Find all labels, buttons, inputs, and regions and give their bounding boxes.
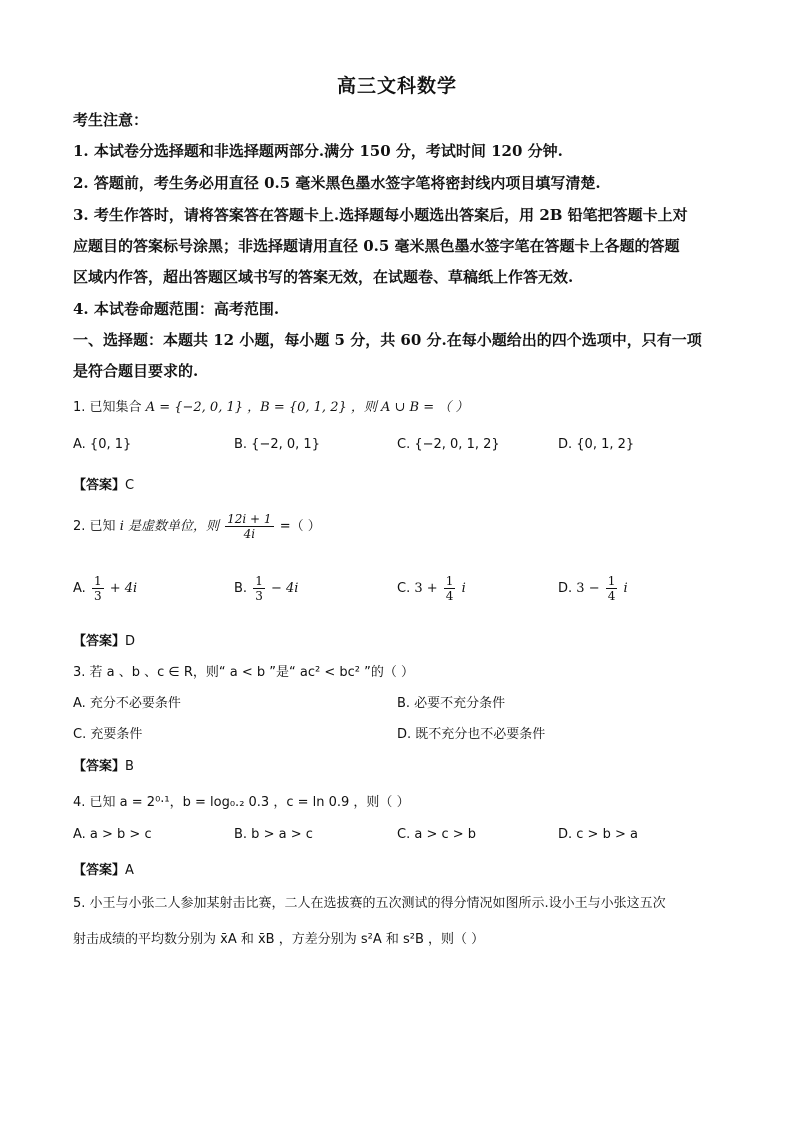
question-1-option-d: D. {0, 1, 2} — [558, 437, 635, 452]
question-3-option-a: A. 充分不必要条件 — [73, 696, 181, 711]
question-2-option-b: B. $\frac{1}{3}$ − 4i — [234, 574, 299, 603]
question-5-stem-cont: 射击成绩的平均数分别为 x̄A 和 x̄B ，方差分别为 s²A 和 s²B ，则（ ） — [73, 932, 485, 947]
question-2-option-c: C. 3 + $\frac{1}{4}$ i — [397, 574, 466, 603]
notice-item: 4. 本试卷命题范围：高考范围. — [73, 300, 280, 318]
question-2-fraction: $\frac{12i + 1}{4i}$ — [227, 512, 272, 541]
question-1-answer: 【答案】C — [73, 478, 135, 493]
question-1-option-c: C. {−2, 0, 1, 2} — [397, 437, 500, 452]
question-1-option-b: B. {−2, 0, 1} — [234, 437, 320, 452]
notice-item: 区域内作答，超出答题区域书写的答案无效，在试题卷、草稿纸上作答无效. — [73, 268, 574, 286]
question-2-option-d: D. 3 − $\frac{1}{4}$ i — [558, 574, 628, 603]
notice-item: 2. 答题前，考生务必用直径 0.5 毫米黑色墨水签字笔将密封线内项目填写清楚. — [73, 174, 601, 192]
notice-item: 1. 本试卷分选择题和非选择题两部分.满分 150 分，考试时间 120 分钟. — [73, 142, 563, 160]
question-4-answer: 【答案】A — [73, 863, 134, 878]
question-4-option-c: C. a > c > b — [397, 827, 477, 842]
question-3-option-d: D. 既不充分也不必要条件 — [397, 727, 546, 742]
section-heading-cont: 是符合题目要求的. — [73, 362, 199, 380]
notice-item: 3. 考生作答时，请将答案答在答题卡上.选择题每小题选出答案后，用 2B 铅笔把答题卡上对 — [73, 206, 688, 224]
question-3-stem: 3. 若 a 、b 、c ∈ R，则“ a < b ”是“ ac² < bc² ”的（ ） — [73, 665, 414, 680]
notice-heading: 考生注意： — [73, 111, 149, 129]
question-3-answer: 【答案】B — [73, 759, 134, 774]
question-2-stem: 2. 已知 i 是虚数单位，则 $\frac{12i + 1}{4i}$ =（ ） — [73, 512, 321, 541]
question-4-option-b: B. b > a > c — [234, 827, 313, 842]
question-4-option-a: A. a > b > c — [73, 827, 152, 842]
question-4-option-d: D. c > b > a — [558, 827, 638, 842]
section-heading: 一、选择题：本题共 12 小题，每小题 5 分，共 60 分.在每小题给出的四个选项中，只有一项 — [73, 331, 702, 349]
notice-item: 应题目的答案标号涂黑；非选择题请用直径 0.5 毫米黑色墨水签字笔在答题卡上各题的答题 — [73, 237, 680, 255]
question-4-stem: 4. 已知 a = 2⁰·¹，b = log₀.₂ 0.3 ，c = ln 0.9 ，则（ ） — [73, 795, 410, 810]
question-2-answer: 【答案】D — [73, 634, 136, 649]
question-3-option-b: B. 必要不充分条件 — [397, 696, 506, 711]
question-1-stem: 1. 已知集合 A = {−2, 0, 1} ，B = {0, 1, 2} ，则 A ∪ B = （ ） — [73, 400, 469, 415]
question-2-option-a: A. $\frac{1}{3}$ + 4i — [73, 574, 138, 603]
question-1-option-a: A. {0, 1} — [73, 437, 132, 452]
question-3-option-c: C. 充要条件 — [73, 727, 143, 742]
page-title: 高三文科数学 — [336, 75, 457, 97]
question-5-stem: 5. 小王与小张二人参加某射击比赛，二人在选拔赛的五次测试的得分情况如图所示.设小王与小张这五次 — [73, 896, 666, 911]
